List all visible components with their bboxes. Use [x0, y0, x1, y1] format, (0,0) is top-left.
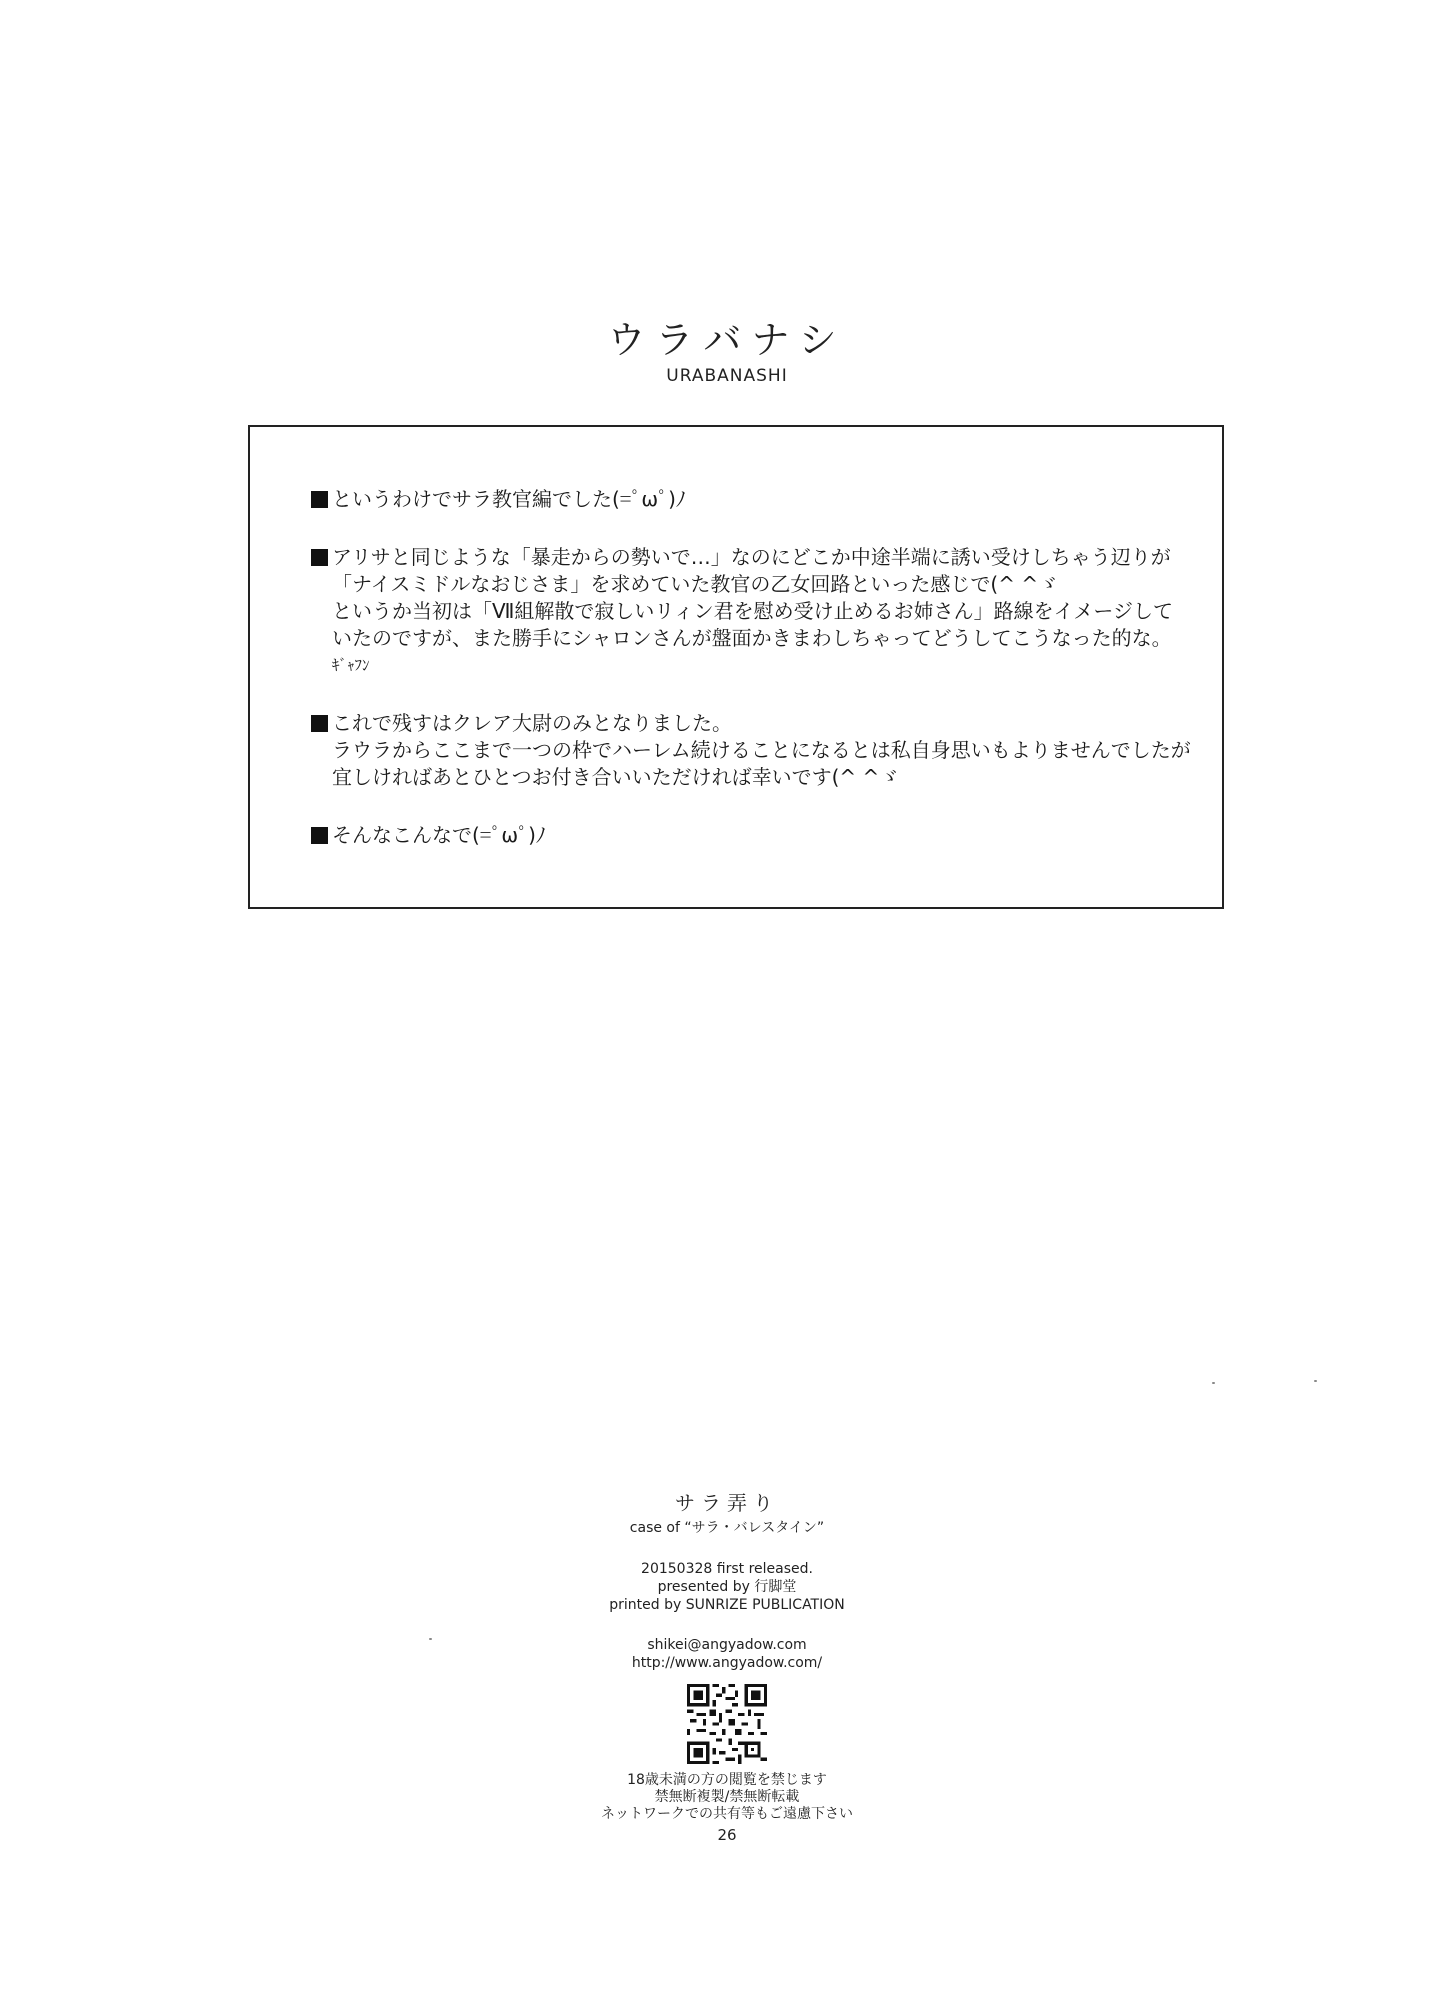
notice-line: 禁無断複製/禁無断転載 [654, 1789, 800, 1805]
page-number: 26 [717, 1826, 737, 1844]
square-bullet-icon [311, 715, 328, 732]
page-heading [0, 318, 1454, 386]
publisher: presented by 行脚堂 [657, 1579, 797, 1595]
scan-speck [1314, 1380, 1317, 1382]
release-date: 20150328 first released. [641, 1561, 813, 1577]
afterword-list [311, 486, 1202, 880]
afterword-item [311, 822, 1202, 849]
printer: printed by SUNRIZE PUBLICATION [609, 1597, 845, 1613]
notice-line: 18歳未満の方の閲覧を禁じます [627, 1772, 827, 1788]
square-bullet-icon [311, 827, 328, 844]
afterword-line: 宜しければあとひとつお付き合いいただければ幸いです(^ ^ゞ [332, 765, 900, 789]
age-restriction-notice [0, 1772, 1454, 1823]
colophon [0, 1490, 1454, 1823]
colophon-title: サラ弄り [675, 1491, 779, 1515]
publication-info [0, 1560, 1454, 1614]
scan-speck [1212, 1382, 1215, 1384]
qr-code-icon [687, 1684, 767, 1764]
afterword-box [248, 425, 1224, 909]
square-bullet-icon [311, 549, 328, 566]
afterword-line: 「ナイスミドルなおじさま」を求めていた教官の乙女回路といった感じで(^ ^ゞ [332, 572, 1059, 596]
afterword-item [311, 486, 1202, 513]
afterword-line: これで残すはクレア大尉のみとなりました。 [332, 711, 732, 735]
afterword-line: いたのですが、また勝手にシャロンさんが盤面かきまわしちゃってどうしてこうなった的な。 [332, 626, 1172, 650]
afterword-item [311, 710, 1202, 791]
square-bullet-icon [311, 491, 328, 508]
scan-speck [429, 1638, 432, 1640]
contact-email[interactable]: shikei@angyadow.com [647, 1637, 807, 1653]
afterword-line: ラウラからここまで一つの枠でハーレム続けることになるとは私自身思いもよりませんでしたが [332, 738, 1191, 762]
heading-title-en: URABANASHI [666, 366, 788, 386]
afterword-item [311, 544, 1202, 679]
heading-title-jp: ウラバナシ [607, 318, 847, 362]
afterword-line: というか当初は「Ⅶ組解散で寂しいリィン君を慰め受け止めるお姉さん」路線をイメージして [332, 599, 1173, 623]
afterword-line: というわけでサラ教官編でした(=ﾟωﾟ)ﾉ [332, 487, 686, 511]
colophon-subtitle: case of “サラ・バレスタイン” [629, 1520, 825, 1536]
afterword-line: ｷﾞｬﾌﾝ [332, 656, 370, 674]
notice-line: ネットワークでの共有等もご遠慮下さい [601, 1806, 853, 1822]
afterword-line: アリサと同じような「暴走からの勢いで…」なのにどこか中途半端に誘い受けしちゃう辺りが [332, 545, 1171, 569]
website-link[interactable]: http://www.angyadow.com/ [631, 1655, 823, 1671]
contact-info [0, 1636, 1454, 1672]
afterword-line: そんなこんなで(=ﾟωﾟ)ﾉ [332, 823, 546, 847]
